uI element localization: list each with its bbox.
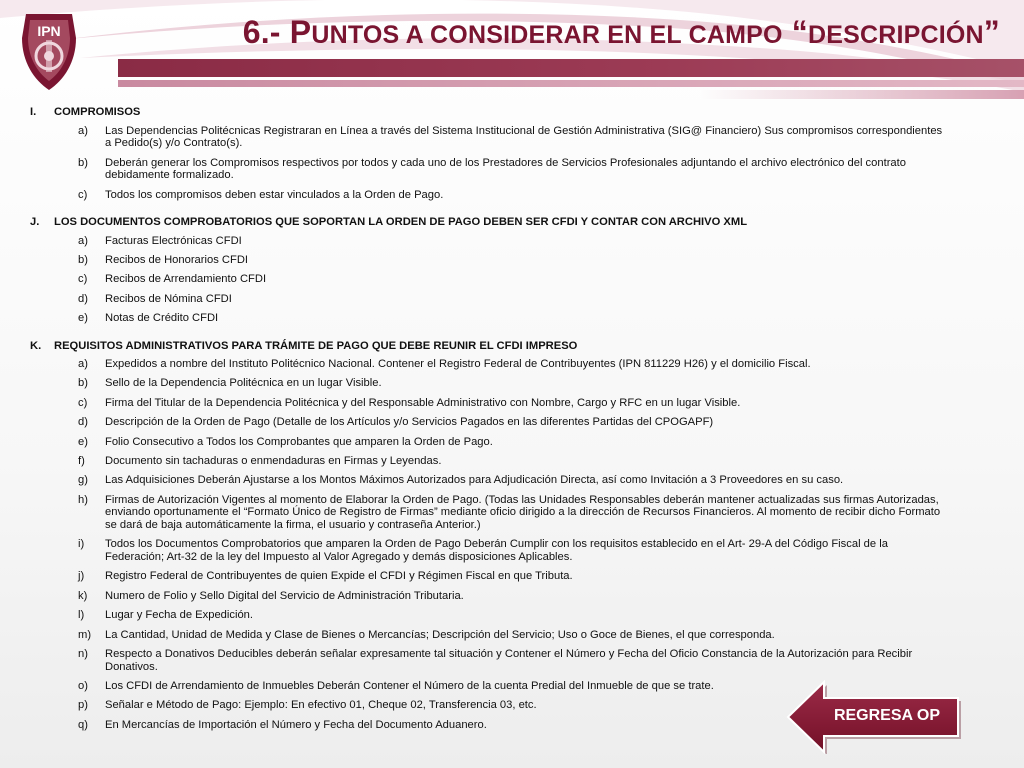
header-bar-light-right: [700, 90, 1024, 99]
list-item-text: Numero de Folio y Sello Digital del Servicio de Administración Tributaria.: [105, 589, 464, 602]
list-item-text: Firmas de Autorización Vigentes al momento de Elaborar la Orden de Pago. (Todas las Unidades Responsables deberán mantener actualizadas sus firmas Autorizadas, enviando oportunamente el “Formato Único de Registro de Firmas” mediante oficio dirigido a la dirección de Recursos Financieros. Al momento de recibir dicho Formato se dará de baja automáticamente la firma, el usuario y contraseña Anterior.): [105, 493, 941, 532]
list-item-marker: d): [78, 416, 88, 429]
list-item-marker: a): [78, 234, 88, 247]
section-heading-text: REQUISITOS ADMINISTRATIVOS PARA TRÁMITE DE PAGO QUE DEBE REUNIR EL CFDI IMPRESO: [54, 339, 578, 352]
list-item: [78, 157, 950, 182]
list-item-marker: b): [78, 377, 88, 390]
list-item: [78, 474, 950, 487]
list-item-text: En Mercancías de Importación el Número y Fecha del Documento Aduanero.: [105, 718, 487, 731]
list-item-marker: f): [78, 455, 85, 468]
list-item-marker: n): [78, 647, 88, 660]
list-item-marker: q): [78, 718, 88, 731]
list-item: [78, 609, 950, 622]
page-title: 6.- PUNTOS A CONSIDERAR EN EL CAMPO “DESCRIPCIÓN”: [242, 14, 1000, 50]
list-item-text: La Cantidad, Unidad de Medida y Clase de Bienes o Mercancías; Descripción del Servicio; Uso o Goce de Bienes, el que corresponda.: [105, 628, 775, 641]
list-item: [78, 538, 950, 563]
section: [30, 106, 950, 201]
list-item-marker: k): [78, 589, 88, 602]
list-item-text: Sello de la Dependencia Politécnica en un lugar Visible.: [105, 377, 382, 390]
regresa-op-button[interactable]: [786, 680, 962, 754]
section-gap: [30, 208, 950, 216]
list-item-text: Lugar y Fecha de Expedición.: [105, 609, 254, 622]
list-item: [78, 377, 950, 390]
list-item-text: Expedidos a nombre del Instituto Politécnico Nacional. Contener el Registro Federal de Contribuyentes (IPN 811229 H26) y el domicilio Fiscal.: [105, 358, 811, 371]
list-item-text: Folio Consecutivo a Todos los Comprobantes que amparen la Orden de Pago.: [105, 435, 493, 448]
list-item-text: Las Dependencias Politécnicas Registraran en Línea a través del Sistema Institucional de Gestión Administrativa (SIG@ Financiero) Sus compromisos correspondientes a Pedido(s) y/o Contrato(s).: [105, 124, 943, 150]
list-item: [78, 293, 950, 306]
list-item-text: Todos los compromisos deben estar vinculados a la Orden de Pago.: [105, 188, 444, 201]
logo-text: IPN: [37, 23, 61, 39]
list-item: [78, 436, 950, 449]
section-heading: [30, 216, 950, 229]
list-item: [78, 590, 950, 603]
list-item: [78, 397, 950, 410]
section-marker: K.: [30, 339, 42, 352]
list-item-text: Documento sin tachaduras o enmendaduras en Firmas y Leyendas.: [105, 455, 442, 468]
list-item-marker: j): [78, 570, 85, 583]
list-item-marker: c): [78, 396, 88, 409]
section-marker: J.: [30, 215, 40, 228]
list-item: [78, 494, 950, 532]
list-item: [78, 570, 950, 583]
list-item-marker: e): [78, 435, 88, 448]
list-item-marker: i): [78, 538, 85, 551]
list-item-text: Los CFDI de Arrendamiento de Inmuebles Deberán Contener el Número de la cuenta Predial del Inmueble de que se trate.: [105, 679, 714, 692]
list-item-text: Señalar e Método de Pago: Ejemplo: En efectivo 01, Cheque 02, Transferencia 03, etc.: [105, 699, 537, 712]
section: [30, 340, 950, 732]
list-item-text: Facturas Electrónicas CFDI: [105, 234, 242, 247]
list-item: [78, 273, 950, 286]
ipn-logo-icon: [18, 10, 80, 92]
list-item-text: Registro Federal de Contribuyentes de quien Expide el CFDI y Régimen Fiscal en que Tributa.: [105, 570, 573, 583]
header-bar-dark: [118, 59, 1024, 77]
section-heading: [30, 106, 950, 119]
list-item-marker: l): [78, 609, 85, 622]
list-item-marker: b): [78, 156, 88, 169]
list-item-marker: c): [78, 273, 88, 286]
document-body: [30, 106, 950, 738]
list-item-marker: g): [78, 474, 88, 487]
list-item-marker: d): [78, 292, 88, 305]
list-item: [78, 125, 950, 150]
list-item-text: Firma del Titular de la Dependencia Politécnica y del Responsable Administrativo con Nombre, Cargo y RFC en un lugar Visible.: [105, 396, 741, 409]
list-item-marker: a): [78, 358, 88, 371]
list-item: [78, 254, 950, 267]
list-item-marker: b): [78, 253, 88, 266]
section-gap: [30, 332, 950, 340]
ipn-logo: [18, 10, 80, 92]
list-item-text: Respecto a Donativos Deducibles deberán señalar expresamente tal situación y Contener el Número y Fecha del Oficio Constancia de la Autorización para Recibir Donativos.: [105, 647, 913, 673]
list-item-text: Deberán generar los Compromisos respectivos por todos y cada uno de los Prestadores de Servicios Profesionales adjuntando el archivo electrónico del contrato debidamente formalizado.: [105, 156, 906, 182]
list-item-text: Todos los Documentos Comprobatorios que amparen la Orden de Pago Deberán Cumplir con los requisitos establecido en el Art- 29-A del Código Fiscal de la Federación; Art-32 de la ley del Impuesto al Valor Agregado y demás disposiciones Aplicables.: [105, 538, 888, 563]
list-item-marker: e): [78, 312, 88, 325]
list-item: [78, 648, 950, 673]
list-item: [78, 629, 950, 642]
header-bar-light: [118, 80, 1024, 87]
list-item: [78, 416, 950, 429]
list-item-marker: p): [78, 699, 88, 712]
list-item-text: Recibos de Nómina CFDI: [105, 292, 232, 305]
list-item-text: Las Adquisiciones Deberán Ajustarse a los Montos Máximos Autorizados para Adjudicación Directa, así como Invitación a 3 Proveedores en su caso.: [105, 474, 844, 487]
list-item-marker: m): [78, 628, 92, 641]
list-item-text: Notas de Crédito CFDI: [105, 312, 219, 325]
regresa-op-label: REGRESA OP: [833, 707, 941, 724]
section-heading-text: COMPROMISOS: [54, 106, 141, 118]
list-item-text: Recibos de Arrendamiento CFDI: [105, 273, 267, 286]
list-item-marker: a): [78, 124, 88, 137]
list-item: [78, 455, 950, 468]
list-item: [78, 312, 950, 325]
list-item-marker: h): [78, 493, 88, 506]
section-marker: I.: [30, 106, 37, 118]
list-item: [78, 189, 950, 202]
section-heading-text: LOS DOCUMENTOS COMPROBATORIOS QUE SOPORTAN LA ORDEN DE PAGO DEBEN SER CFDI Y CONTAR CON ARCHIVO XML: [54, 215, 748, 228]
list-item-marker: c): [78, 188, 88, 201]
list-item: [78, 235, 950, 248]
list-item-text: Descripción de la Orden de Pago (Detalle de los Artículos y/o Servicios Pagados en las diferentes Partidas del CPOGAPF): [105, 416, 714, 429]
section-heading: [30, 340, 950, 353]
list-item-marker: o): [78, 679, 88, 692]
list-item: [78, 358, 950, 371]
section: [30, 216, 950, 325]
list-item-text: Recibos de Honorarios CFDI: [105, 253, 249, 266]
